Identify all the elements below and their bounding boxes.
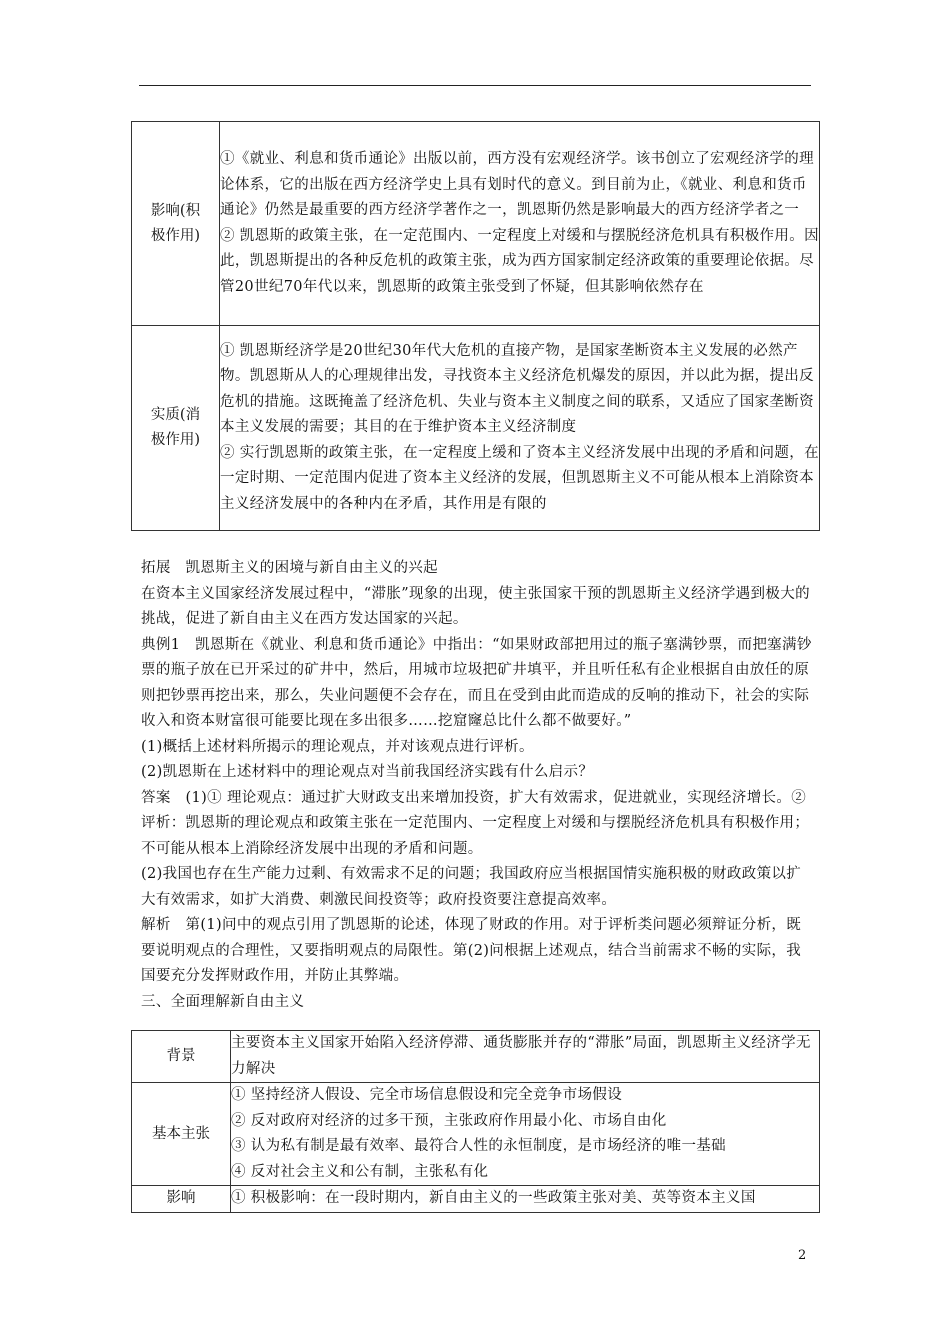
- table-row: [132, 1031, 820, 1083]
- claims-label: 基本主张: [132, 1083, 231, 1186]
- claim-item: ③ 认为私有制是最有效率、最符合人性的永恒制度，是市场经济的唯一基础: [231, 1138, 727, 1154]
- positive-point-1: ①《就业、利息和货币通论》出版以前，西方没有宏观经济学。该书创立了宏观经济学的理论体系，它的出版在西方经济学史上具有划时代的意义。到目前为止，《就业、利息和货币通论》仍然是最重要的西方经济学著作之一，凯恩斯仍然是影响最大的西方经济学者之一: [220, 151, 814, 218]
- label-line: 实质(消: [150, 407, 201, 423]
- background-label: 背景: [132, 1031, 231, 1083]
- claim-item: ④ 反对社会主义和公有制，主张私有化: [231, 1163, 489, 1180]
- question-2: (2)凯恩斯在上述材料中的理论观点对当前我国经济实践有什么启示？: [141, 764, 594, 780]
- header-rule: [139, 85, 811, 86]
- claims-list: [231, 1083, 820, 1186]
- claim-item: ② 反对政府对经济的过多干预，主张政府作用最小化、市场自由化: [231, 1112, 667, 1129]
- negative-point-2: ② 实行凯恩斯的政策主张，在一定程度上缓和了资本主义经济发展中出现的矛盾和问题，在一定时期、一定范围内促进了资本主义经济的发展，但凯恩斯主义不可能从根本上消除资本主义经济发展中的各种内在矛盾，其作用是有限的: [220, 444, 819, 512]
- question-1: (1)概括上述材料所揭示的理论观点，并对该观点进行评析。: [141, 738, 534, 755]
- positive-point-2: ② 凯恩斯的政策主张，在一定范围内、一定程度上对缓和与摆脱经济危机具有积极作用。因此，凯恩斯提出的各种反危机的政策主张，成为西方国家制定经济政策的重要理论依据。尽管20世纪70年代以来，凯恩斯的政策主张受到了怀疑，但其影响依然存在: [220, 227, 819, 295]
- section-heading: 三、全面理解新自由主义: [141, 993, 305, 1010]
- main-text: [141, 556, 815, 1015]
- extension-title: 拓展 凯恩斯主义的困境与新自由主义的兴起: [141, 560, 438, 576]
- row-content-positive: [220, 122, 820, 326]
- table-row: [132, 122, 820, 326]
- example-material: 典例1 凯恩斯在《就业、利息和货币通论》中指出：“如果财政部把用过的瓶子塞满钞票，而把塞满钞票的瓶子放在已开采过的矿井中，然后，用城市垃圾把矿井填平，并且听任私有企业根据自由放任的原则把钞票再挖出来，那么，失业问题便不会存在，而且在受到由此而造成的反响的推动下，社会的实际收入和资本财富很可能要比现在多出很多……挖窟窿总比什么都不做要好。”: [141, 636, 812, 729]
- page-number: 2: [798, 1248, 807, 1263]
- extension-text: 在资本主义国家经济发展过程中，“滞胀”现象的出现，使主张国家干预的凯恩斯主义经济学遇到极大的挑战，促进了新自由主义在西方发达国家的兴起。: [141, 585, 810, 627]
- claim-item: ① 坚持经济人假设、完全市场信息假设和完全竞争市场假设: [231, 1087, 623, 1103]
- answer-2: (2)我国也存在生产能力过剩、有效需求不足的问题；我国政府应当根据国情实施积极的财政政策以扩大有效需求，如扩大消费、刺激民间投资等；政府投资要注意提高效率。: [141, 866, 802, 908]
- table-row: [132, 1083, 820, 1186]
- negative-point-1: ① 凯恩斯经济学是20世纪30年代大危机的直接产物，是国家垄断资本主义发展的必然产物。凯恩斯从人的心理规律出发，寻找资本主义经济危机爆发的原因，并以此为据，提出反危机的措施。这既掩盖了经济危机、失业与资本主义制度之间的联系，又适应了国家垄断资本主义发展的需要；其目的在于维护资本主义经济制度: [220, 342, 814, 436]
- impact-label: 影响: [132, 1186, 231, 1213]
- analysis: 解析 第(1)问中的观点引用了凯恩斯的论述，体现了财政的作用。对于评析类问题必须辩证分析，既要说明观点的合理性，又要指明观点的局限性。第(2)问根据上述观点，结合当前需求不畅的实际，我国要充分发挥财政作用，并防止其弊端。: [141, 917, 802, 984]
- row-label-negative: [132, 326, 220, 531]
- label-line: 极作用): [150, 432, 201, 448]
- label-line: 极作用): [150, 227, 201, 244]
- label-line: 影响(积: [150, 202, 201, 219]
- table-row: [132, 1186, 820, 1213]
- background-text: 主要资本主义国家开始陷入经济停滞、通货膨胀并存的“滞胀”局面，凯恩斯主义经济学无力解决: [231, 1031, 820, 1083]
- row-label-positive: [132, 122, 220, 326]
- keynes-evaluation-table: [131, 121, 820, 531]
- answer-1: 答案 (1)① 理论观点：通过扩大财政支出来增加投资，扩大有效需求，促进就业，实现经济增长。②评析：凯恩斯的理论观点和政策主张在一定范围内、一定程度上对缓和与摆脱经济危机具有积极作用；不可能从根本上消除经济发展中出现的矛盾和问题。: [141, 789, 810, 857]
- table-row: [132, 326, 820, 531]
- row-content-negative: [220, 326, 820, 531]
- impact-text: ① 积极影响：在一段时期内，新自由主义的一些政策主张对美、英等资本主义国: [231, 1186, 820, 1213]
- neoliberalism-table: [131, 1030, 820, 1213]
